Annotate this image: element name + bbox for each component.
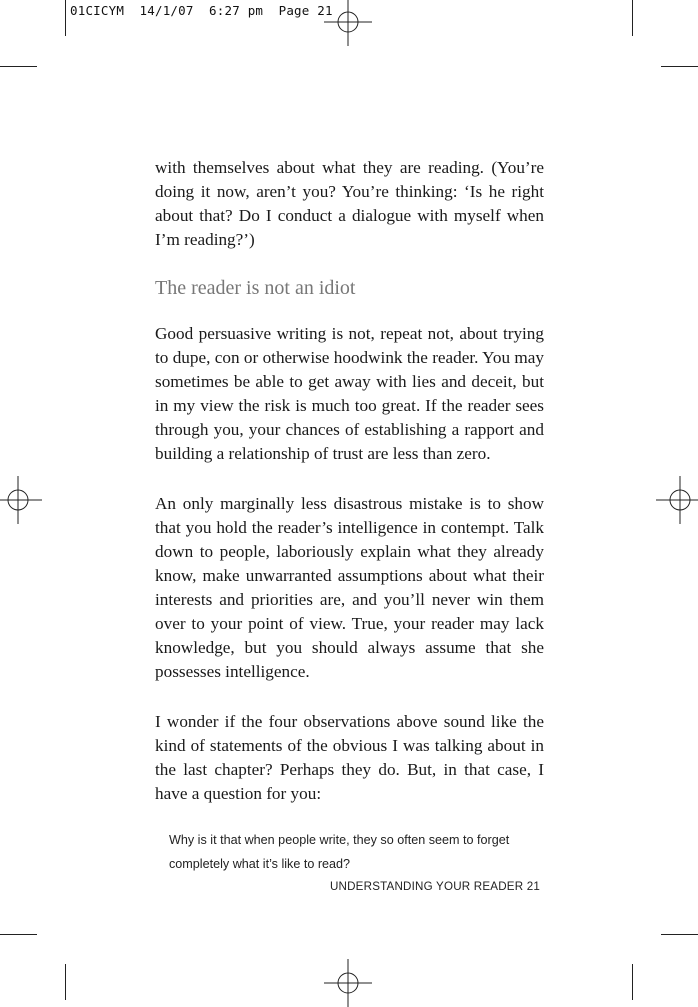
block-quote: Why is it that when people write, they so often seem to forget completely what it’s like to read?: [169, 833, 510, 871]
paragraph-intelligence: An only marginally less disastrous mistake is to show that you hold the reader’s intelligence in contempt. Talk down to people, laboriously explain what they already know, make unwarranted assumptions about what their interests and priorities are, and you’ll never win them over to your point of view. True, your reader may lack knowledge, but you should always assume that she possesses intelligence.: [155, 494, 544, 681]
registration-mark-top-icon: [324, 0, 372, 46]
running-footer: UNDERSTANDING YOUR READER 21: [329, 880, 540, 893]
crop-mark-bottom-right-horizontal: [661, 934, 698, 935]
crop-mark-top-left-vertical: [65, 0, 66, 36]
crop-mark-bottom-right-vertical: [632, 964, 633, 1000]
paragraph-observations: I wonder if the four observations above sound like the kind of statements of the obvious I was talking about in the last chapter? Perhaps they do. But, in that case, I have a question for you:: [155, 712, 544, 803]
crop-mark-top-right-vertical: [632, 0, 633, 36]
page-content: [155, 156, 544, 876]
registration-mark-left-icon: [0, 476, 42, 524]
print-slug: 01CICYM 14/1/07 6:27 pm Page 21: [70, 3, 333, 18]
crop-mark-bottom-left-horizontal: [0, 934, 37, 935]
paragraph-continuation: with themselves about what they are reading. (You’re doing it now, aren’t you? You’re thinking: ‘Is he right about that? Do I conduct a dialogue with myself when I’m reading?’): [155, 158, 544, 249]
section-heading: The reader is not an idiot: [155, 277, 356, 299]
crop-mark-bottom-left-vertical: [65, 964, 66, 1000]
crop-mark-top-right-horizontal: [661, 66, 698, 67]
paragraph-persuasive-writing: Good persuasive writing is not, repeat not, about trying to dupe, con or otherwise hoodwink the reader. You may sometimes be able to get away with lies and deceit, but in my view the risk is much too great. If the reader sees through you, your chances of establishing a rapport and building a relationship of trust are less than zero.: [155, 324, 544, 463]
registration-mark-right-icon: [656, 476, 698, 524]
crop-mark-top-left-horizontal: [0, 66, 37, 67]
